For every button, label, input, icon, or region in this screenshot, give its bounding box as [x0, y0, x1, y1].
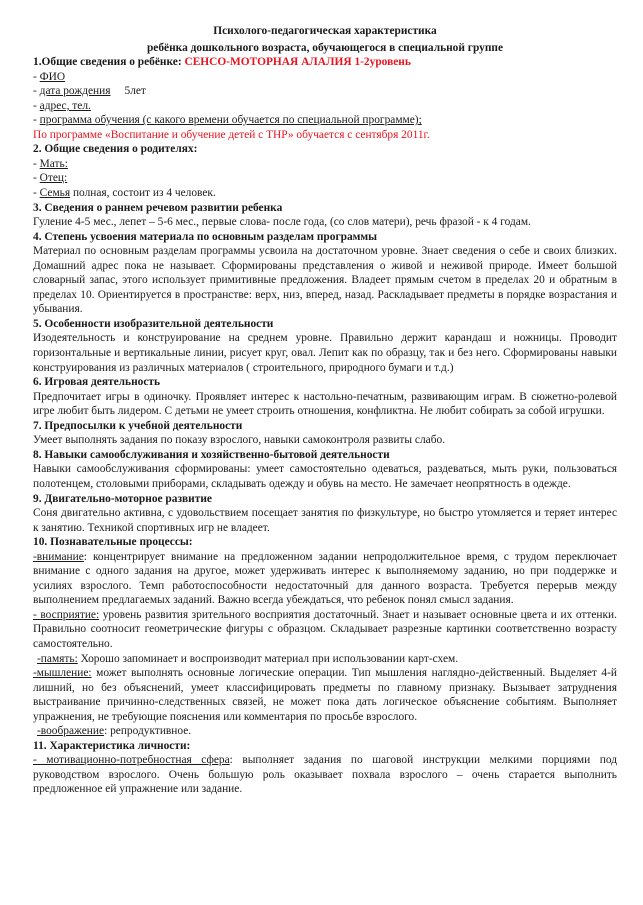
- dob-line: - дата рождения 5лет: [33, 85, 146, 98]
- father-label: Отец:: [39, 172, 68, 185]
- attention-paragraph: [33, 550, 617, 608]
- mother-label: Мать:: [39, 157, 68, 170]
- imagination-paragraph: [33, 724, 617, 739]
- program-line: - программа обучения (с какого времени обучается по специальной программе);: [33, 114, 422, 127]
- section-1-heading-line: [33, 55, 617, 70]
- section-9-text: Соня двигательно активна, с удовольствием посещает занятия по физкультуре, но быстро утомляется и теряет интерес к занятию. Техникой спортивных игр не владеет.: [33, 507, 617, 534]
- section-4-text: Материал по основным разделам программы усвоила на достаточном уровне. Знает сведения о себе и своих близких. Домашний адрес пока не называет. Сформированы представления о живой и неживой природе. Имеет большой словарный запас, этого использует примитивные предложения. Владеет прямым счетом в пределах 20 и обратным в пределах 10. Ориентируется в пространстве: верх, низ, вперед, назад. Раскладывает предметы в порядке возрастания и убывания.: [33, 245, 617, 316]
- section-1-heading: 1.Общие сведения о ребёнке:: [33, 56, 185, 69]
- imagination-label: -воображение: [37, 725, 105, 738]
- section-8-text: Навыки самообслуживания сформированы: умеет самостоятельно одеваться, раздеваться, мыть руки, пользоваться полотенцем, столовыми приборами, складывать одежду и обувь на место. Не замечает неопрятность в одежде.: [33, 463, 617, 490]
- memory-text: Хорошо запоминает и воспроизводит материал при использовании карт-схем.: [77, 652, 459, 665]
- document-title: [33, 24, 617, 55]
- perception-text: уровень развития зрительного восприятия достаточный. Знает и называет основные цвета и их оттенки. Правильно соотносит геометрические фигуры с образцом. Складывает разрезные картинки соответственно возрасту самостоятельно.: [33, 608, 617, 650]
- dob-label: дата рождения: [39, 85, 111, 98]
- section-7-text: Умеет выполнять задания по показу взрослого, навыки самоконтроля развиты слабо.: [33, 434, 446, 447]
- section-11-heading: 11. Характеристика личности:: [33, 739, 191, 752]
- section-4-heading: 4. Степень усвоения материала по основным разделам программы: [33, 230, 378, 243]
- motivation-paragraph: [33, 753, 617, 797]
- section-2: [33, 142, 617, 200]
- section-7: [33, 419, 617, 448]
- section-10-heading: 10. Познавательные процессы:: [33, 536, 193, 549]
- title-line-1: Психолого-педагогическая характеристика: [213, 25, 437, 37]
- section-3-text: Гуление 4-5 мес., лепет – 5-6 мес., первые слова- после года, (со слов матери), речь фразой - к 4 годам.: [33, 216, 531, 229]
- perception-paragraph: [33, 608, 617, 652]
- section-9: [33, 492, 617, 536]
- section-8: [33, 448, 617, 492]
- section-10: [33, 535, 617, 739]
- section-6: [33, 375, 617, 419]
- address-label: адрес, тел.: [39, 99, 91, 112]
- address-line: - адрес, тел.: [33, 99, 91, 112]
- section-6-heading: 6. Игровая деятельность: [33, 376, 161, 389]
- memory-label: -память:: [37, 652, 78, 665]
- memory-paragraph: [33, 652, 617, 667]
- thinking-label: -мышление:: [33, 667, 92, 680]
- imagination-text: : репродуктивное.: [104, 725, 192, 738]
- dob-value: 5лет: [124, 85, 146, 98]
- section-4: [33, 230, 617, 317]
- attention-label: -внимание: [33, 550, 84, 563]
- fio-line: - ФИО: [33, 70, 66, 83]
- section-6-text: Предпочитает игры в одиночку. Проявляет интерес к настольно-печатным, развивающим играм. В сюжетно-ролевой игре любит быть лидером. С детьми не умеет строить отношения, конфликтна. Не любит собирать за собой игрушки.: [33, 390, 617, 418]
- section-3-heading: 3. Сведения о раннем речевом развитии ребенка: [33, 201, 283, 214]
- family-text: полная, состоит из 4 человек.: [70, 187, 216, 200]
- program-label: программа обучения (с какого времени обучается по специальной программе);: [39, 114, 422, 127]
- section-8-heading: 8. Навыки самообслуживания и хозяйственно-бытовой деятельности: [33, 448, 390, 461]
- section-9-heading: 9. Двигательно-моторное развитие: [33, 492, 212, 505]
- thinking-text: может выполнять основные логические операции. Тип мышления наглядно-действенный. Выделяет 4-й лишний, но без объяснений, умеет классифицировать предметы по главному признаку. Вызывает затруднения выстраивание причинно-следственных связей, не может пока дать логическое объяснение событиям. Выполняет упражнения, не требующие пояснения или комментария по просьбе взрослого.: [33, 667, 617, 723]
- title-line-2: ребёнка дошкольного возраста, обучающегося в специальной группе: [146, 41, 504, 54]
- section-7-heading: 7. Предпосылки к учебной деятельности: [33, 419, 243, 432]
- perception-label: - восприятие:: [33, 608, 100, 621]
- section-5-text: Изодеятельность и конструирование на среднем уровне. Правильно держит карандаш и ножницы. Проводит горизонтальные и вертикальные линии, рисует круг, овал. Лепит как по образцу, так и без него. Сформированы навыки конструирования из различных материалов ( строительного, природного бумаги и т.д.): [33, 332, 617, 374]
- diagnosis-value: СЕНСО-МОТОРНАЯ АЛАЛИЯ 1-2уровень: [184, 56, 411, 69]
- section-3: [33, 201, 617, 230]
- section-11: [33, 739, 617, 797]
- thinking-paragraph: [33, 666, 617, 724]
- section-5-heading: 5. Особенности изобразительной деятельности: [33, 317, 274, 330]
- section-2-heading: 2. Общие сведения о родителях:: [33, 143, 198, 156]
- fio-label: ФИО: [39, 70, 66, 83]
- mother-line: - Мать:: [33, 157, 68, 170]
- attention-text: : концентрирует внимание на предложенном задании непродолжительное время, с трудом переключает внимание с одного задания на другое, может удерживать интерес к выполняемому заданию, но при поддержке и усилиях взрослого. Темп работоспособности недостаточный для данного возраста. Требуется перерыв между выполнением предлагаемых заданий. Важно всегда убеждаться, что ребенок понял смысл задания.: [33, 550, 617, 607]
- motivation-text: : выполняет задания по шаговой инструкции мелкими порциями под руководством взрослого. Очень большую роль оказывает похвала взрослого – очень старается выполнить предложенное ей упражнение или задание.: [33, 754, 617, 796]
- motivation-label: - мотивационно-потребностная сфера: [33, 754, 230, 767]
- family-label: Семья: [39, 187, 71, 200]
- father-line: - Отец:: [33, 172, 68, 185]
- family-line: - Семья полная, состоит из 4 человек.: [33, 187, 216, 200]
- program-value: По программе «Воспитание и обучение детей с ТНР» обучается с сентября 2011г.: [33, 128, 430, 141]
- section-1: [33, 55, 617, 142]
- section-5: [33, 317, 617, 375]
